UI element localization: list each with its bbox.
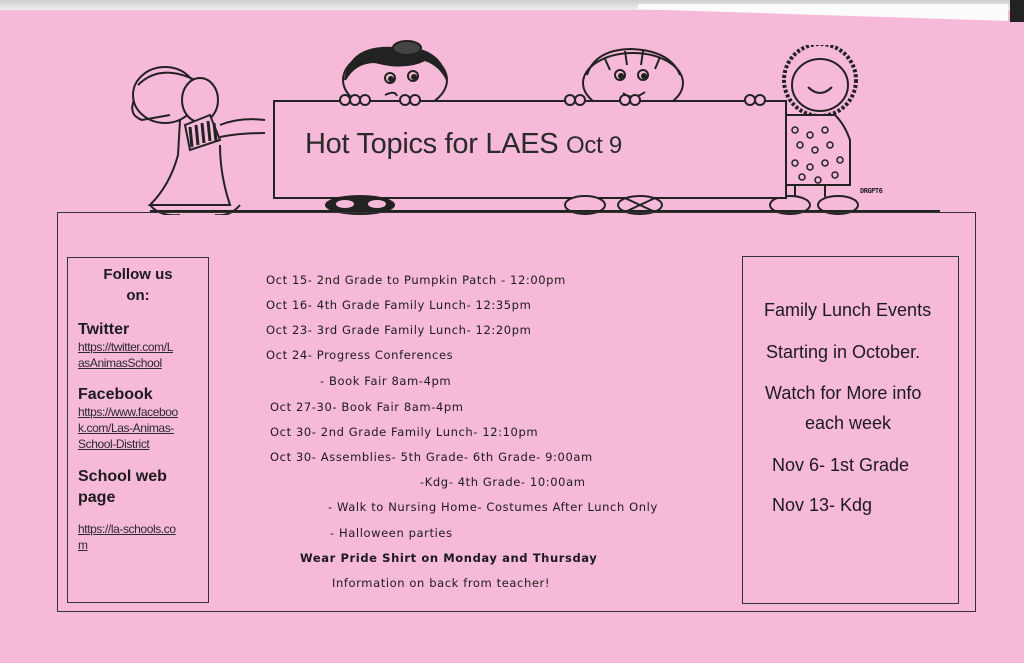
twitter-heading: Twitter	[78, 321, 130, 338]
panel-line: Family Lunch Events	[764, 300, 932, 320]
kid-cap-icon	[120, 65, 270, 215]
title-text: Hot Topics for LAES	[305, 128, 559, 160]
panel-line: Nov 13- Kdg	[772, 495, 873, 515]
schedule-item: Oct 15- 2nd Grade to Pumpkin Patch - 12:00pm	[266, 273, 566, 287]
info-notice: Information on back from teacher!	[332, 576, 551, 590]
panel-line: Starting in October.	[766, 342, 921, 362]
panel-line: Watch for More info	[765, 383, 922, 403]
title-date: Oct 9	[566, 132, 622, 159]
newsletter-title	[305, 128, 622, 161]
scanner-corner	[1010, 0, 1024, 22]
schedule-item: - Halloween parties	[330, 526, 453, 540]
panel-line: each week	[805, 413, 892, 433]
panel-line: Nov 6- 1st Grade	[772, 455, 910, 475]
facebook-link[interactable]: https://www.facebook.com/Las-Animas-School-District	[78, 405, 178, 451]
pride-shirt-notice: Wear Pride Shirt on Monday and Thursday	[300, 551, 598, 565]
schedule-item: - Book Fair 8am-4pm	[320, 374, 452, 388]
follow-us-heading: Follow us on:	[103, 266, 173, 304]
school-web-link[interactable]: https://la-schools.com	[78, 522, 176, 552]
header-illustration	[110, 35, 940, 215]
schedule-item: Oct 23- 3rd Grade Family Lunch- 12:20pm	[266, 323, 532, 337]
schedule-item: Oct 27-30- Book Fair 8am-4pm	[270, 400, 464, 414]
facebook-heading: Facebook	[78, 386, 153, 403]
twitter-link[interactable]: https://twitter.com/LasAnimasSchool	[78, 340, 173, 370]
scanner-gap	[638, 4, 1008, 21]
hands-icon	[270, 90, 790, 110]
schedule-item: -Kdg- 4th Grade- 10:00am	[420, 475, 586, 489]
schedule-item: Oct 30- Assemblies- 5th Grade- 6th Grade- 9:00am	[270, 450, 593, 464]
follow-us-panel	[67, 257, 209, 603]
school-web-heading: School web page	[78, 468, 167, 506]
schedule-item: Oct 16- 4th Grade Family Lunch- 12:35pm	[266, 298, 532, 312]
family-lunch-panel	[742, 256, 959, 604]
schedule-item: Oct 30- 2nd Grade Family Lunch- 12:10pm	[270, 425, 539, 439]
artist-signature: DRGPT6	[860, 187, 883, 195]
schedule-item: - Walk to Nursing Home- Costumes After Lunch Only	[328, 500, 658, 514]
schedule-item: Oct 24- Progress Conferences	[266, 348, 454, 362]
